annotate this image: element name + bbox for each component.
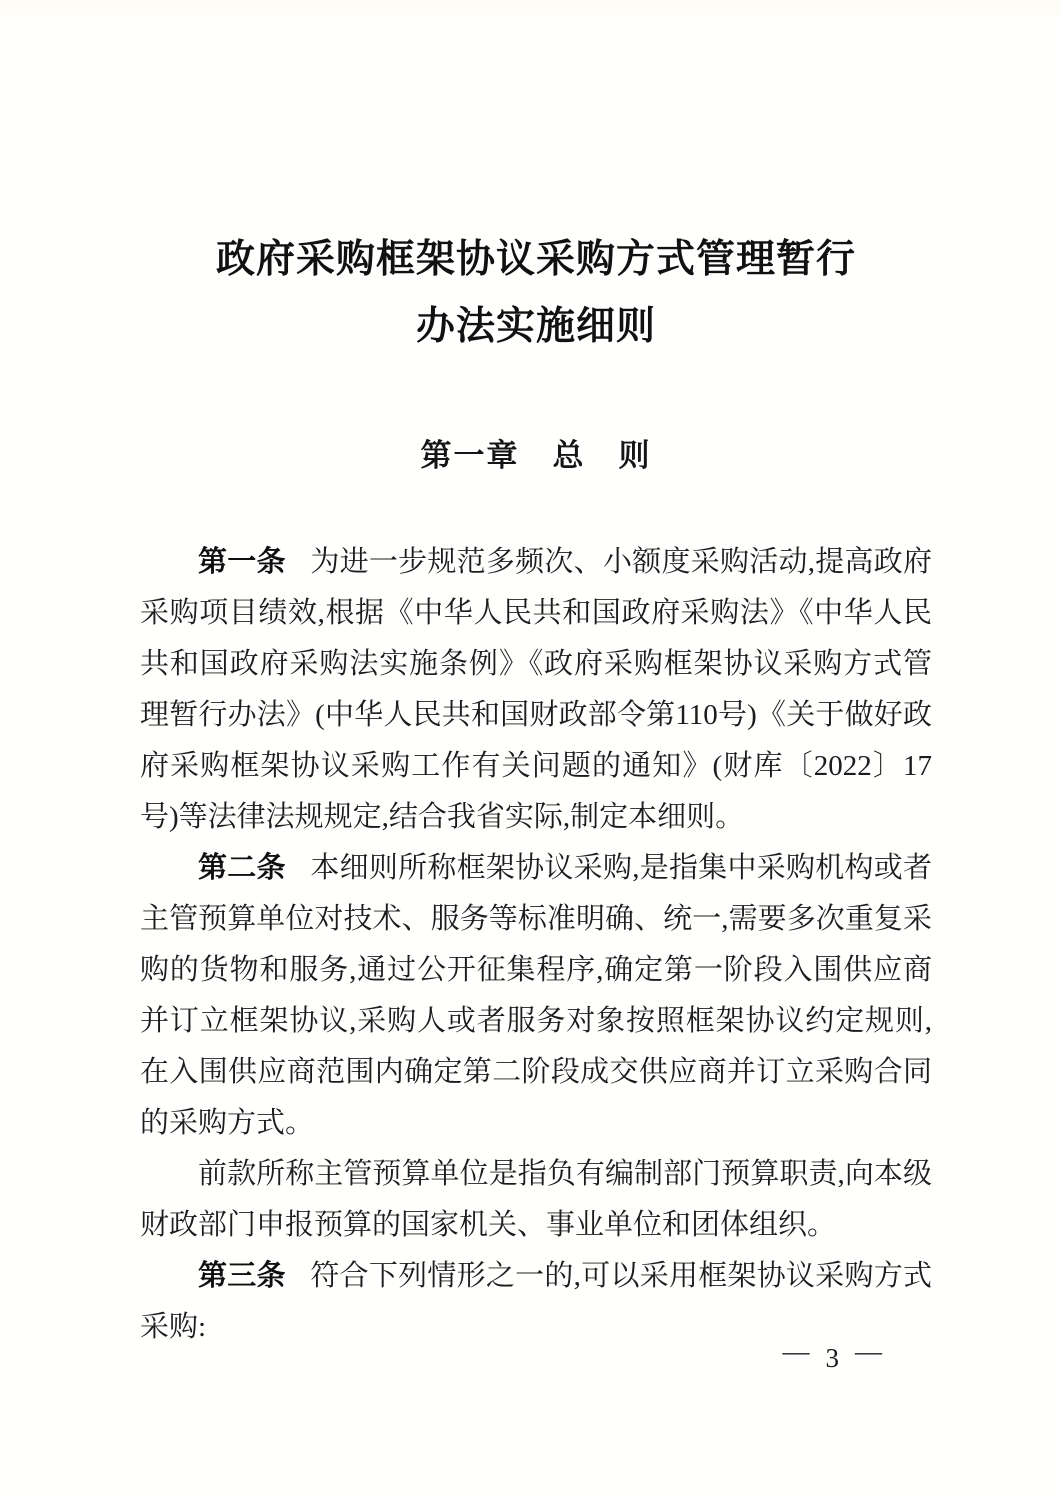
scan-edge-tint [0, 0, 1060, 26]
paragraph-article-1 [140, 537, 932, 843]
document-content [140, 226, 932, 1353]
page-number [769, 1336, 899, 1374]
article-1-text: 为进一步规范多频次、小额度采购活动,提高政府采购项目绩效,根据《中华人民共和国政府采购法》《中华人民共和国政府采购法实施条例》《政府采购框架协议采购方式管理暂行办法》(中华人民共和国财政部令第110号)《关于做好政府采购框架协议采购工作有关问题的通知》(财库〔2022〕17号)等法律法规规定,结合我省实际,制定本细则。 [140, 546, 932, 833]
article-2-clause-text: 前款所称主管预算单位是指负有编制部门预算职责,向本级财政部门申报预算的国家机关、事业单位和团体组织。 [140, 1158, 932, 1241]
article-3-text: 符合下列情形之一的,可以采用框架协议采购方式采购: [140, 1260, 932, 1343]
page-number-dash-right: — [855, 1336, 884, 1366]
article-1-label: 第一条 [198, 546, 286, 578]
paragraph-article-2 [140, 843, 932, 1149]
document-title [140, 226, 932, 360]
article-3-label: 第三条 [198, 1260, 286, 1292]
document-body [140, 537, 932, 1353]
article-2-text: 本细则所称框架协议采购,是指集中采购机构或者主管预算单位对技术、服务等标准明确、统一,需要多次重复采购的货物和服务,通过公开征集程序,确定第一阶段入围供应商并订立框架协议,采购人或者服务对象按照框架协议约定规则,在入围供应商范围内确定第二阶段成交供应商并订立采购合同的采购方式。 [140, 852, 932, 1139]
page-number-value: 3 [825, 1343, 841, 1373]
article-2-label: 第二条 [198, 852, 286, 884]
document-title-line2: 办法实施细则 [415, 305, 656, 348]
paragraph-article-3 [140, 1251, 932, 1353]
paragraph-article-2-clause [140, 1149, 932, 1251]
page-number-dash-left: — [782, 1336, 812, 1366]
chapter-heading: 第一章 总 则 [420, 438, 652, 473]
document-title-line1: 政府采购框架协议采购方式管理暂行 [215, 238, 856, 281]
